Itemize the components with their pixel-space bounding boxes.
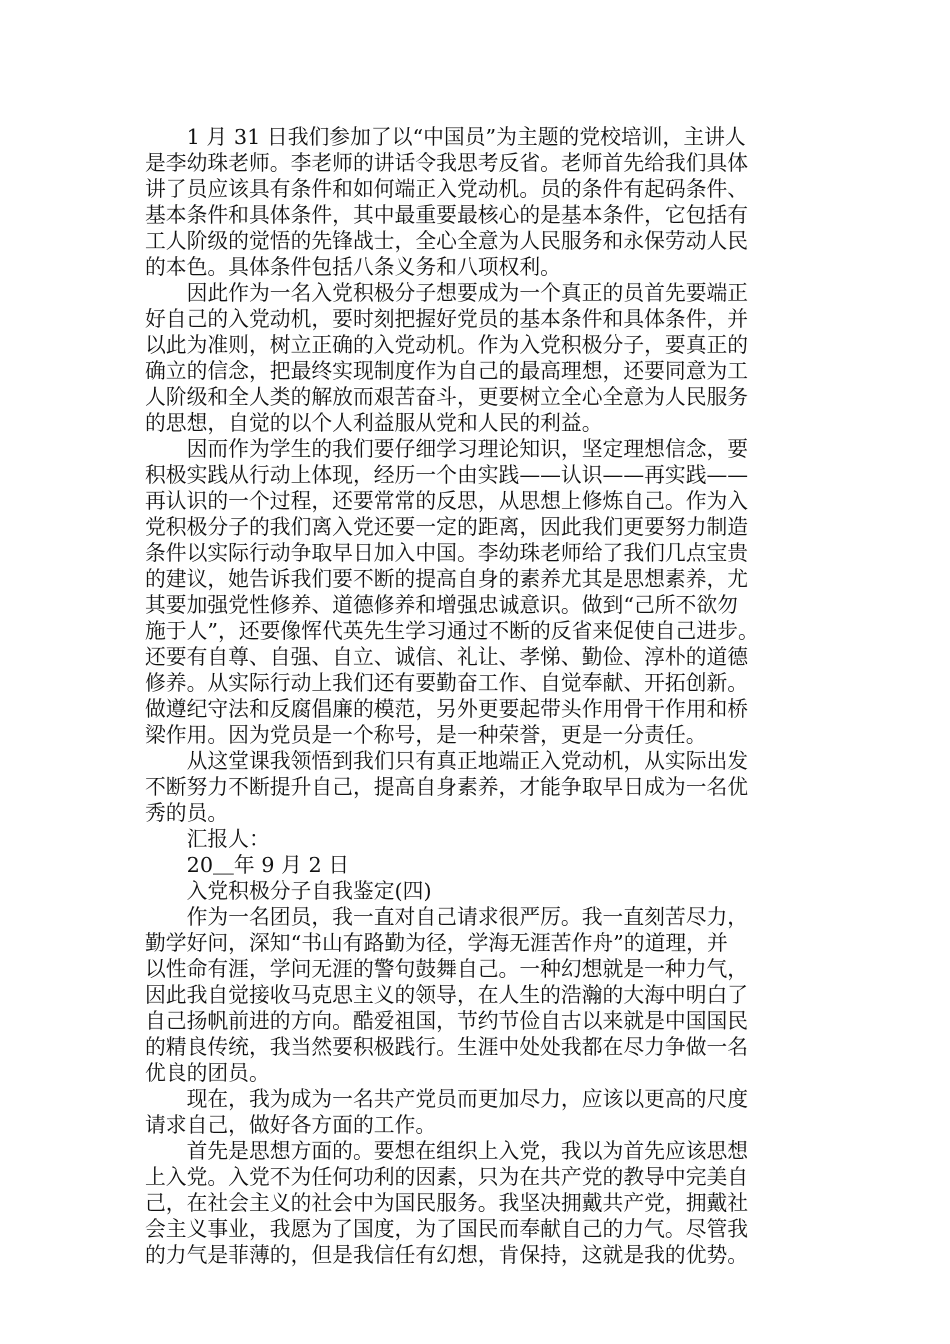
text-line: 以性命有涯，学问无涯的警句鼓舞自己。一种幻想就是一种力气， <box>145 957 749 981</box>
text-line: 做遵纪守法和反腐倡廉的模范，另外更要起带头作用骨干作用和桥 <box>145 697 749 721</box>
text-line: 基本条件和具体条件，其中最重要最核心的是基本条件，它包括有 <box>145 203 749 227</box>
text-line: 条件以实际行动争取早日加入中国。李幼珠老师给了我们几点宝贵 <box>145 541 749 565</box>
text-line: 以此为准则，树立正确的入党动机。作为入党积极分子，要真正的 <box>145 333 749 357</box>
text-line: 施于人”，还要像恽代英先生学习通过不断的反省来促使自己进步。 <box>145 619 759 643</box>
text-line: 的精良传统，我当然要积极践行。生涯中处处我都在尽力争做一名 <box>145 1035 749 1059</box>
text-line: 己，在社会主义的社会中为国民服务。我坚决拥戴共产党，拥戴社 <box>145 1191 749 1215</box>
text-line: 党积极分子的我们离入党还要一定的距离，因此我们更要努力制造 <box>145 515 749 539</box>
text-line: 其要加强党性修养、道德修养和增强忠诚意识。做到“己所不欲勿 <box>145 593 738 617</box>
text-line: 作为一名团员，我一直对自己请求很严厉。我一直刻苦尽力， <box>145 905 749 929</box>
text-line: 从这堂课我领悟到我们只有真正地端正入党动机，从实际出发 <box>145 749 749 773</box>
text-line: 现在，我为成为一名共产党员而更加尽力，应该以更高的尺度 <box>145 1087 749 1111</box>
text-line: 的建议，她告诉我们要不断的提高自身的素养尤其是思想素养，尤 <box>145 567 749 591</box>
text-line: 好自己的入党动机，要时刻把握好党员的基本条件和具体条件，并 <box>145 307 749 331</box>
report-date: 20＿年 9 月 2 日 <box>145 853 350 877</box>
text-line: 会主义事业，我愿为了国度，为了国民而奉献自己的力气。尽管我 <box>145 1217 749 1241</box>
text-line: 再认识的一个过程，还要常常的反思，从思想上修炼自己。作为入 <box>145 489 749 513</box>
text-line: 因此作为一名入党积极分子想要成为一个真正的员首先要端正 <box>145 281 749 305</box>
text-line: 勤学好问，深知“书山有路勤为径，学海无涯苦作舟”的道理，并 <box>145 931 728 955</box>
text-line: 确立的信念，把最终实现制度作为自己的最高理想，还要同意为工 <box>145 359 749 383</box>
text-line: 秀的员。 <box>145 801 229 825</box>
text-line: 积极实践从行动上体现，经历一个由实践——认识——再实践—— <box>145 463 749 487</box>
reporter-label: 汇报人： <box>145 827 270 851</box>
text-line: 上入党。入党不为任何功利的因素，只为在共产党的教导中完美自 <box>145 1165 749 1189</box>
text-line: 因而作为学生的我们要仔细学习理论知识，坚定理想信念，要 <box>145 437 749 461</box>
text-line: 1 月 31 日我们参加了以“中国员”为主题的党校培训，主讲人 <box>145 125 746 149</box>
text-line: 工人阶级的觉悟的先锋战士，全心全意为人民服务和永保劳动人民 <box>145 229 749 253</box>
text-line: 因此我自觉接收马克思主义的领导，在人生的浩瀚的大海中明白了 <box>145 983 749 1007</box>
text-line: 请求自己，做好各方面的工作。 <box>145 1113 437 1137</box>
text-line: 优良的团员。 <box>145 1061 270 1085</box>
text-line: 讲了员应该具有条件和如何端正入党动机。员的条件有起码条件、 <box>145 177 749 201</box>
section-heading: 入党积极分子自我鉴定(四) <box>145 879 432 903</box>
text-line: 梁作用。因为党员是一个称号，是一种荣誉，更是一分责任。 <box>145 723 707 747</box>
text-line: 还要有自尊、自强、自立、诚信、礼让、孝悌、勤俭、淳朴的道德 <box>145 645 749 669</box>
text-line: 首先是思想方面的。要想在组织上入党，我以为首先应该思想 <box>145 1139 749 1163</box>
text-line: 是李幼珠老师。李老师的讲话令我思考反省。老师首先给我们具体 <box>145 151 749 175</box>
text-line: 人阶级和全人类的解放而艰苦奋斗，更要树立全心全意为人民服务 <box>145 385 749 409</box>
text-line: 的本色。具体条件包括八条义务和八项权利。 <box>145 255 561 279</box>
text-line: 修养。从实际行动上我们还有要勤奋工作、自觉奉献、开拓创新。 <box>145 671 749 695</box>
text-line: 的思想，自觉的以个人利益服从党和人民的利益。 <box>145 411 603 435</box>
text-line: 自己扬帆前进的方向。酷爱祖国，节约节俭自古以来就是中国国民 <box>145 1009 749 1033</box>
text-line: 不断努力不断提升自己，提高自身素养，才能争取早日成为一名优 <box>145 775 749 799</box>
text-line: 的力气是菲薄的，但是我信任有幻想，肯保持，这就是我的优势。 <box>145 1243 749 1267</box>
